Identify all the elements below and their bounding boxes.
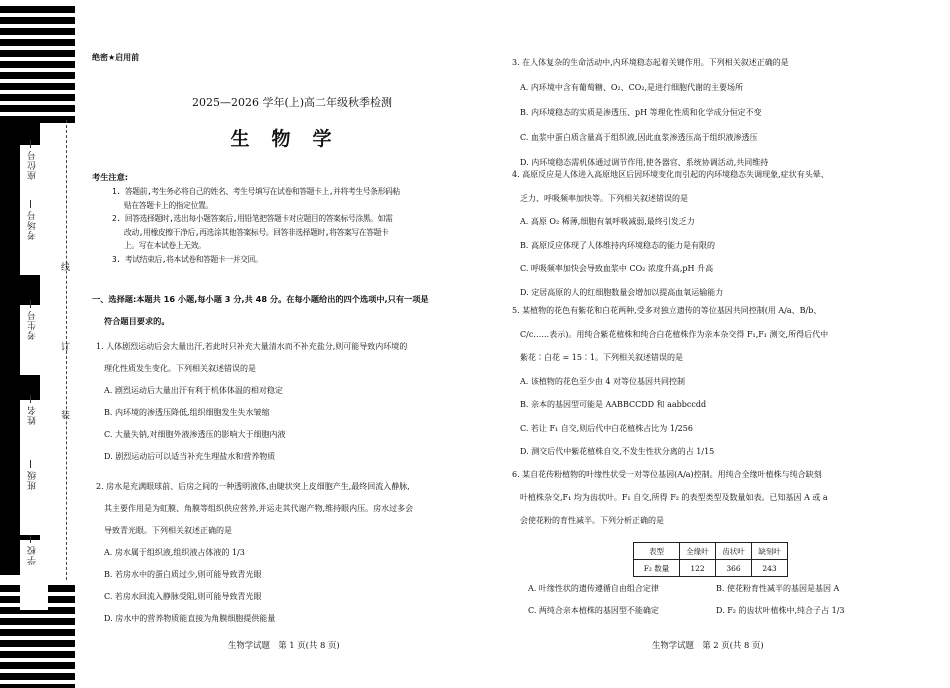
binding-stripe [0, 105, 75, 112]
option: D. 定居高原的人的红细胞数量会增加以提高血氧运输能力 [520, 287, 724, 297]
question-stem: 乏力、呼吸频率加快等。下列相关叙述错误的是 [520, 193, 688, 203]
table-header: 表型 [634, 543, 680, 560]
question-stem: 理化性质发生变化。下列相关叙述错误的是 [104, 364, 256, 373]
confidential-mark: 绝密★启用前 [92, 53, 140, 62]
option: D. 房水中的营养物质能直接为角膜细胞提供能量 [104, 614, 276, 623]
question-stem: 其主要作用是为虹膜、角膜等组织供应营养,并运走其代谢产物,维持眼内压。房水过多会 [104, 504, 414, 513]
binding-stripe [0, 673, 75, 680]
option: D. F₂ 的齿状叶植株中,纯合子占 1/3 [716, 606, 845, 615]
table-cell: 122 [680, 560, 716, 577]
binder-char: 线 [61, 263, 71, 273]
table-row [634, 560, 788, 577]
option: A. 该植物的花色至少由 4 对等位基因共同控制 [520, 376, 686, 386]
notice-item: 贴在答题卡上的指定位置。 [124, 200, 213, 210]
table-header: 缺刻叶 [752, 543, 788, 560]
option: D. 内环境稳态需机体通过调节作用,使各器官、系统协调活动,共同维持 [520, 158, 769, 167]
binding-stripe [0, 662, 75, 669]
binder-label: 班级 [28, 470, 38, 490]
question-stem: C/c……表示)。用纯合紫花植株和纯合白花植株作为亲本杂交得 F₁,F₁ 测交,所得后代中 [520, 329, 829, 339]
binding-stripe [0, 61, 75, 68]
binder-field-line [30, 395, 31, 403]
option: A. 内环境中含有葡萄糖、O₂、CO₂,是进行细胞代谢的主要场所 [520, 83, 744, 92]
binding-stripe [0, 651, 75, 658]
binding-stripe [0, 94, 75, 101]
notice-item: 1. 答题前,考生务必将自己的姓名、考生号填写在试卷和答题卡上,并将考生号条形码粘 [112, 187, 400, 196]
notice-title: 考生注意: [92, 172, 129, 182]
binder-field-line [30, 535, 31, 543]
notice-item: 3. 考试结束后,将本试卷和答题卡一并交回。 [112, 254, 263, 264]
binding-stripe [0, 50, 75, 57]
question-stem: 5. 某植物的花色有紫花和白花两种,受多对独立遗传的等位基因共同控制(用 A/a、B/b、 [512, 306, 822, 315]
binder-label: 学校 [28, 545, 38, 565]
question-stem: 4. 高原反应是人体进入高原地区后因环境变化而引起的内环境稳态失调现象,症状有头晕、 [512, 170, 829, 179]
option: B. 亲本的基因型可能是 AABBCCDD 和 aabbccdd [520, 400, 707, 409]
binder-field-line [30, 140, 31, 148]
binding-strip [0, 0, 75, 688]
question-stem: 1. 人体剧烈运动后会大量出汗,若此时只补充大量清水而不补充盐分,则可能导致内环境的 [96, 342, 408, 351]
binding-stripe [0, 72, 75, 79]
table-header: 全缘叶 [680, 543, 716, 560]
binding-stripe [0, 28, 75, 35]
question-stem: 6. 某自花传粉植物的叶缘性状受一对等位基因(A/a)控制。用纯合全缘叶植株与纯合缺刻 [512, 470, 822, 479]
binding-stripe [0, 640, 75, 647]
binding-stripe [0, 83, 75, 90]
option: B. 内环境的渗透压降低,组织细胞发生失水皱缩 [104, 408, 270, 417]
binder-field-line [30, 200, 31, 208]
binding-stripe [0, 17, 75, 24]
option: C. 若让 F₁ 自交,则后代中白花植株占比为 1/256 [520, 423, 693, 433]
table-cell: 366 [716, 560, 752, 577]
option: C. 两纯合亲本植株的基因型不能确定 [528, 606, 659, 615]
table-cell: F₂ 数量 [634, 560, 680, 577]
option: A. 剧烈运动后大量出汗有利于机体体温的相对稳定 [104, 386, 283, 395]
binder-field-line [30, 300, 31, 308]
question-stem: 2. 房水是充满眼球前、后房之间的一种透明液体,由睫状突上皮细胞产生,最终回流入静脉, [96, 482, 410, 491]
option: C. 若房水回流入静脉受阻,则可能导致青光眼 [104, 592, 262, 601]
binder-label: 座位号 [28, 150, 38, 180]
option: B. 若房水中的蛋白质过少,则可能导致青光眼 [104, 570, 262, 579]
f2-table [633, 542, 788, 577]
question-stem: 导致青光眼。下列相关叙述正确的是 [104, 526, 232, 535]
binding-stripe [0, 6, 75, 13]
notice-item: 改动,用橡皮擦干净后,再选涂其他答案标号。回答非选择题时,将答案写在答题卡 [124, 227, 389, 237]
table-header-row [634, 543, 788, 560]
option: D. 测交后代中紫花植株自交,不发生性状分离的占 1/15 [520, 447, 715, 456]
binder-label: 考生号 [28, 310, 38, 340]
exam-title: 2025—2026 学年(上)高二年级秋季检测 [191, 96, 393, 109]
notice-item: 上。写在本试卷上无效。 [124, 241, 206, 250]
option: B. 高原反应体现了人体维持内环境稳态的能力是有限的 [520, 240, 715, 250]
binder-label: 姓名 [28, 405, 38, 425]
option: C. 血浆中蛋白质含量高于组织液,因此血浆渗透压高于组织液渗透压 [520, 133, 758, 142]
footer-page-1: 生物学试题 第 1 页(共 8 页) [228, 640, 340, 650]
option: C. 大量失钠,对细胞外液渗透压的影响大于细胞内液 [104, 430, 286, 439]
table-header: 齿状叶 [716, 543, 752, 560]
binder-label: 考场号 [28, 210, 38, 240]
notice-item: 2. 回答选择题时,选出每小题答案后,用铅笔把答题卡对应题目的答案标号涂黑。如需 [112, 214, 393, 223]
binding-stripe [0, 629, 75, 636]
subject-title: 生物学 [230, 128, 354, 150]
footer-page-2: 生物学试题 第 2 页(共 8 页) [652, 640, 764, 650]
table-cell: 243 [752, 560, 788, 577]
question-stem: 会使花粉的育性减半。下列分析正确的是 [520, 516, 664, 525]
section-heading-cont: 符合题目要求的。 [104, 316, 170, 326]
binding-stripe [0, 39, 75, 46]
option: A. 高原 O₂ 稀薄,细胞有氧呼吸减弱,最终引发乏力 [520, 217, 695, 226]
option: A. 房水属于组织液,组织液占体液的 1/3 [104, 548, 245, 557]
section-heading: 一、选择题:本题共 16 小题,每小题 3 分,共 48 分。在每小题给出的四个选项中,只有一项是 [92, 294, 429, 304]
question-stem: 叶植株杂交,F₁ 均为齿状叶。F₁ 自交,所得 F₂ 的表型类型及数量如表。已知基因 A 或 a [520, 493, 828, 502]
option: B. 内环境稳态的实质是渗透压、pH 等理化性质和化学成分恒定不变 [520, 108, 762, 117]
question-stem: 紫花∶白花 = 15∶1。下列相关叙述错误的是 [520, 353, 684, 362]
option: C. 呼吸频率加快会导致血浆中 CO₂ 浓度升高,pH 升高 [520, 264, 714, 273]
option: A. 叶缘性状的遗传遵循自由组合定律 [528, 584, 659, 593]
binder-field-line [30, 460, 31, 468]
binding-stripe [0, 684, 75, 688]
binder-char: 装 [61, 411, 71, 421]
option: B. 使花粉育性减半的基因是基因 A [716, 584, 840, 593]
binder-char: 订 [61, 343, 71, 353]
question-stem: 3. 在人体复杂的生命活动中,内环境稳态起着关键作用。下列相关叙述正确的是 [512, 58, 789, 67]
option: D. 剧烈运动后可以适当补充生理盐水和营养物质 [104, 452, 276, 461]
binding-stripe [0, 618, 75, 625]
